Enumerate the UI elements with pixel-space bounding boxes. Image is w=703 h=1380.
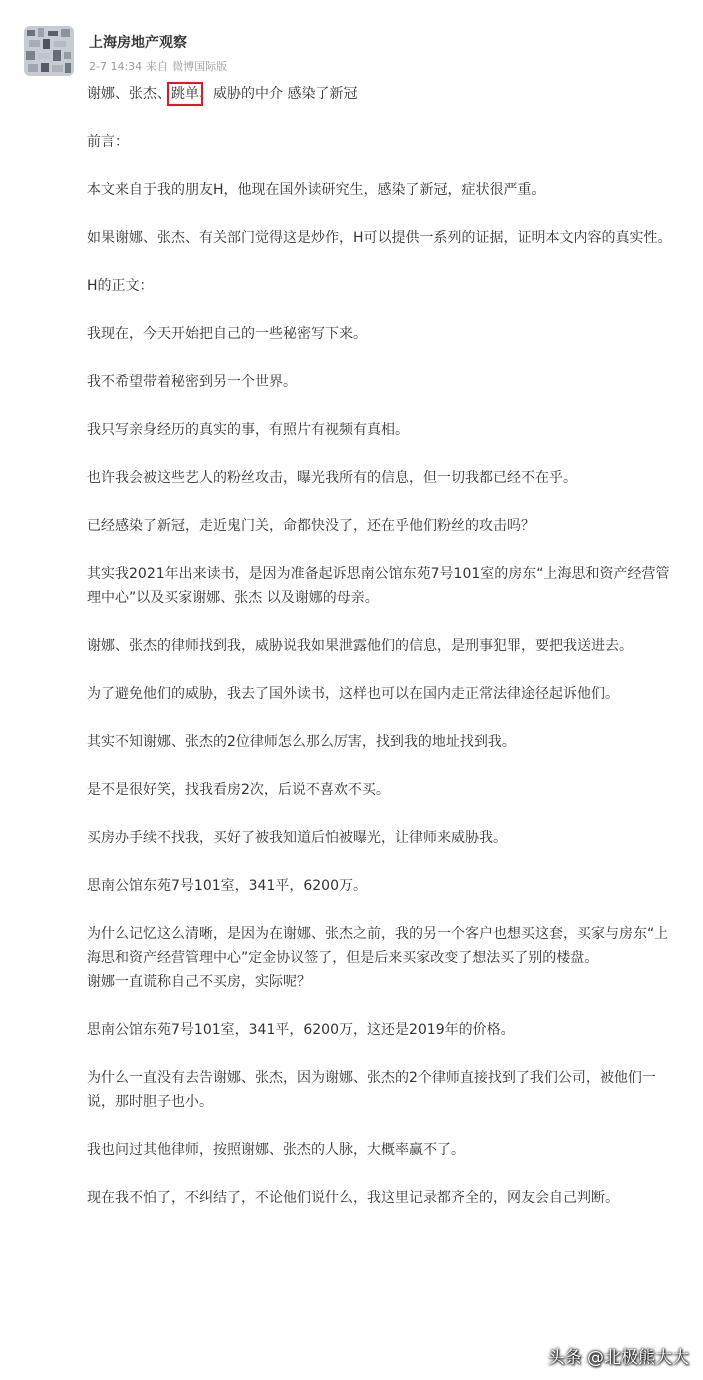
headline-after: 、威胁的中介 感染了新冠: [199, 86, 358, 102]
post-source[interactable]: 微博国际版: [172, 60, 228, 73]
author-name[interactable]: 上海房地产观察: [89, 35, 187, 51]
paragraph: 我也问过其他律师，按照谢娜、张杰的人脉，大概率赢不了。: [87, 1142, 465, 1158]
paragraph: 我只写亲身经历的真实的事，有照片有视频有真相。: [87, 422, 409, 438]
paragraph: 其实我2021年出来读书，是因为准备起诉思南公馆东苑7号101室的房东“上海思和资产经营管理中心”以及买家谢娜、张杰 以及谢娜的母亲。: [87, 566, 670, 606]
paragraph: 现在我不怕了，不纠结了，不论他们说什么，我这里记录都齐全的，网友会自己判断。: [87, 1190, 619, 1206]
paragraph: 我现在，今天开始把自己的一些秘密写下来。: [87, 326, 367, 342]
paragraph: 谢娜一直谎称自己不买房，实际呢？: [87, 974, 311, 990]
paragraph: 谢娜、张杰的律师找到我，威胁说我如果泄露他们的信息，是刑事犯罪，要把我送进去。: [87, 638, 633, 654]
paragraph: 如果谢娜、张杰、有关部门觉得这是炒作，H可以提供一系列的证据，证明本文内容的真实性。: [87, 230, 672, 246]
paragraph: 本文来自于我的朋友H，他现在国外读研究生，感染了新冠，症状很严重。: [87, 182, 546, 198]
paragraph: 为什么记忆这么清晰，是因为在谢娜、张杰之前，我的另一个客户也想买这套，买家与房东“上海思和资产经营管理中心”定金协议签了，但是后来买家改变了想法买了别的楼盘。: [87, 926, 669, 966]
paragraph: 其实不知谢娜、张杰的2位律师怎么那么厉害，找到我的地址找到我。: [87, 734, 516, 750]
watermark: 头条 @北极熊大大: [547, 1348, 689, 1368]
paragraph-preface-label: 前言：: [87, 134, 129, 150]
paragraph: 已经感染了新冠，走近鬼门关，命都快没了，还在乎他们粉丝的攻击吗？: [87, 518, 535, 534]
post-body: [87, 82, 677, 1234]
paragraph: 也许我会被这些艺人的粉丝攻击，曝光我所有的信息，但一切我都已经不在乎。: [87, 470, 577, 486]
paragraph: 为了避免他们的威胁，我去了国外读书，这样也可以在国内走正常法律途径起诉他们。: [87, 686, 619, 702]
post-meta: [89, 58, 231, 74]
paragraph: 买房办手续不找我，买好了被我知道后怕被曝光，让律师来威胁我。: [87, 830, 507, 846]
paragraph-body-label: H的正文：: [87, 278, 154, 294]
post-timestamp[interactable]: 2-7 14:34: [89, 60, 143, 73]
paragraph: 是不是很好笑，找我看房2次，后说不喜欢不买。: [87, 782, 390, 798]
avatar[interactable]: [24, 26, 74, 76]
post-headline: [87, 82, 677, 106]
headline-before: 谢娜、张杰、: [87, 86, 171, 102]
paragraph: 我不希望带着秘密到另一个世界。: [87, 374, 297, 390]
paragraph: 思南公馆东苑7号101室，341平，6200万，这还是2019年的价格。: [87, 1022, 515, 1038]
paragraph: 思南公馆东苑7号101室，341平，6200万。: [87, 878, 367, 894]
paragraph: 为什么一直没有去告谢娜、张杰，因为谢娜、张杰的2个律师直接找到了我们公司，被他们一说，那时胆子也小。: [87, 1070, 656, 1110]
highlighted-word: 跳单: [171, 86, 199, 102]
source-prefix: 来自: [146, 60, 169, 73]
